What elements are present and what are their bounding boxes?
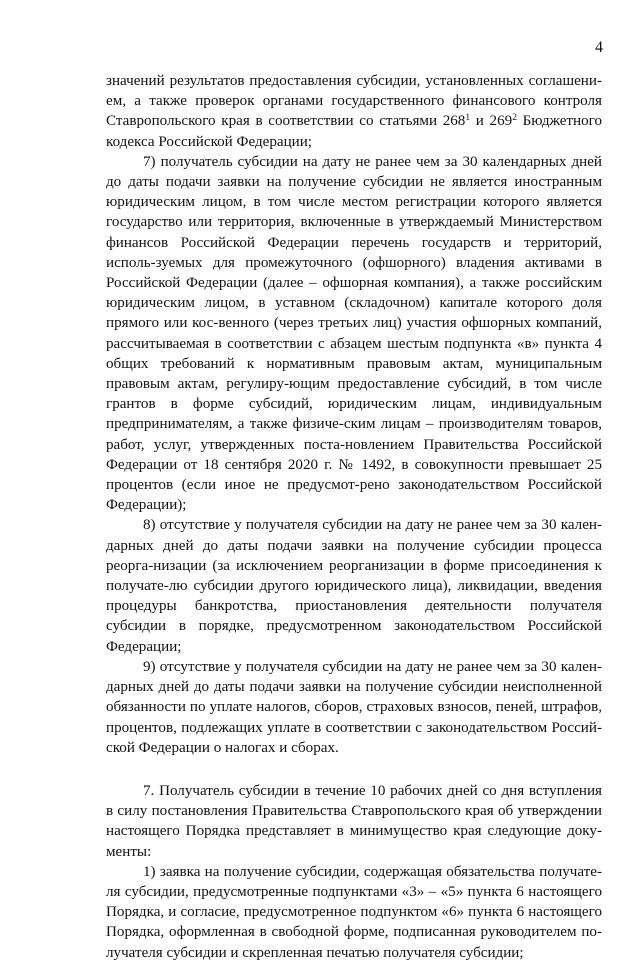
superscript-2: 2 [512,113,517,124]
paragraph-item-8: 8) отсутствие у получателя субсидии на дату не ранее чем за 30 кален-дарных дней до даты подачи заявки на получение субсидии процесса реорга-низации (за исключением реорганизации в форме присоединения к получате-лю субсидии другого юридического лица), ликвидации, введения процедуры банкротства, приостановления деятельности получателя субсидии в порядке, предусмотренном законодательством Российской Федерации; [106,517,602,655]
superscript-1: 1 [465,113,471,124]
paragraph-continuation: значений результатов предоставления субсидии, установленных соглашени-ем, а также проверок органами государственного финансового контроля Ставропольского края в соответствии со статьями $268^1$ и $269^2$ Бюджетного кодекса Российской Федерации; [106,73,603,150]
page-number: 4 [595,39,603,56]
document-body [106,71,602,963]
paragraph-document-1: 1) заявка на получение субсидии, содержащая обязательства получате-ля субсидии, предусмотренные подпунктами «3» – «5» пункта 6 настоящего Порядка, и согласие, предусмотренное подпунктом «6» пункта 6 настоящего Порядка, оформленная в свободной форме, подписанная руководителем по-лучателя субсидии и скрепленная печатью получателя субсидии; [106,863,602,961]
paragraph-item-7: 7) получатель субсидии на дату не ранее чем за 30 календарных дней до даты подачи заявки на получение субсидии не является иностранным юридическим лицом, в том числе местом регистрации которого является государство или территория, включенные в утверждаемый Министерством финансов Российской Федерации перечень государств и территорий, исполь-зуемых для промежуточного (офшорного) владения активами в Российской Федерации (далее – офшорная компания), а также российским юридическим лицом, в уставном (складочном) капитале которого доля прямого или кос-венного (через третьих лиц) участия офшорных компаний, рассчитываемая в соответствии с абзацем шестым подпункта «в» пункта 4 общих требований к нормативным правовым актам, муниципальным правовым актам, регулиру-ющим предоставление субсидий, в том числе грантов в форме субсидий, юридическим лицам, индивидуальным предпринимателям, а также физиче-ским лицам – производителям товаров, работ, услуг, утвержденных поста-новлением Правительства Российской Федерации от 18 сентября 2020 г. № 1492, в совокупности превышает 25 процентов (если иное не предусмот-рено законодательством Российской Федерации); [106,153,602,514]
paragraph-item-9: 9) отсутствие у получателя субсидии на дату не ранее чем за 30 кален-дарных дней до даты подачи заявки на получение субсидии неисполненной обязанности по уплате налогов, сборов, страховых взносов, пеней, штрафов, процентов, подлежащих уплате в соответствии с законодательством Россий-ской Федерации о налогах и сборах. [106,658,602,756]
paragraph-point-7: 7. Получатель субсидии в течение 10 рабочих дней со дня вступления в силу постановления Правительства Ставропольского края об утверждении настоящего Порядка представляет в минимущество края следующие доку-менты: [106,782,602,860]
